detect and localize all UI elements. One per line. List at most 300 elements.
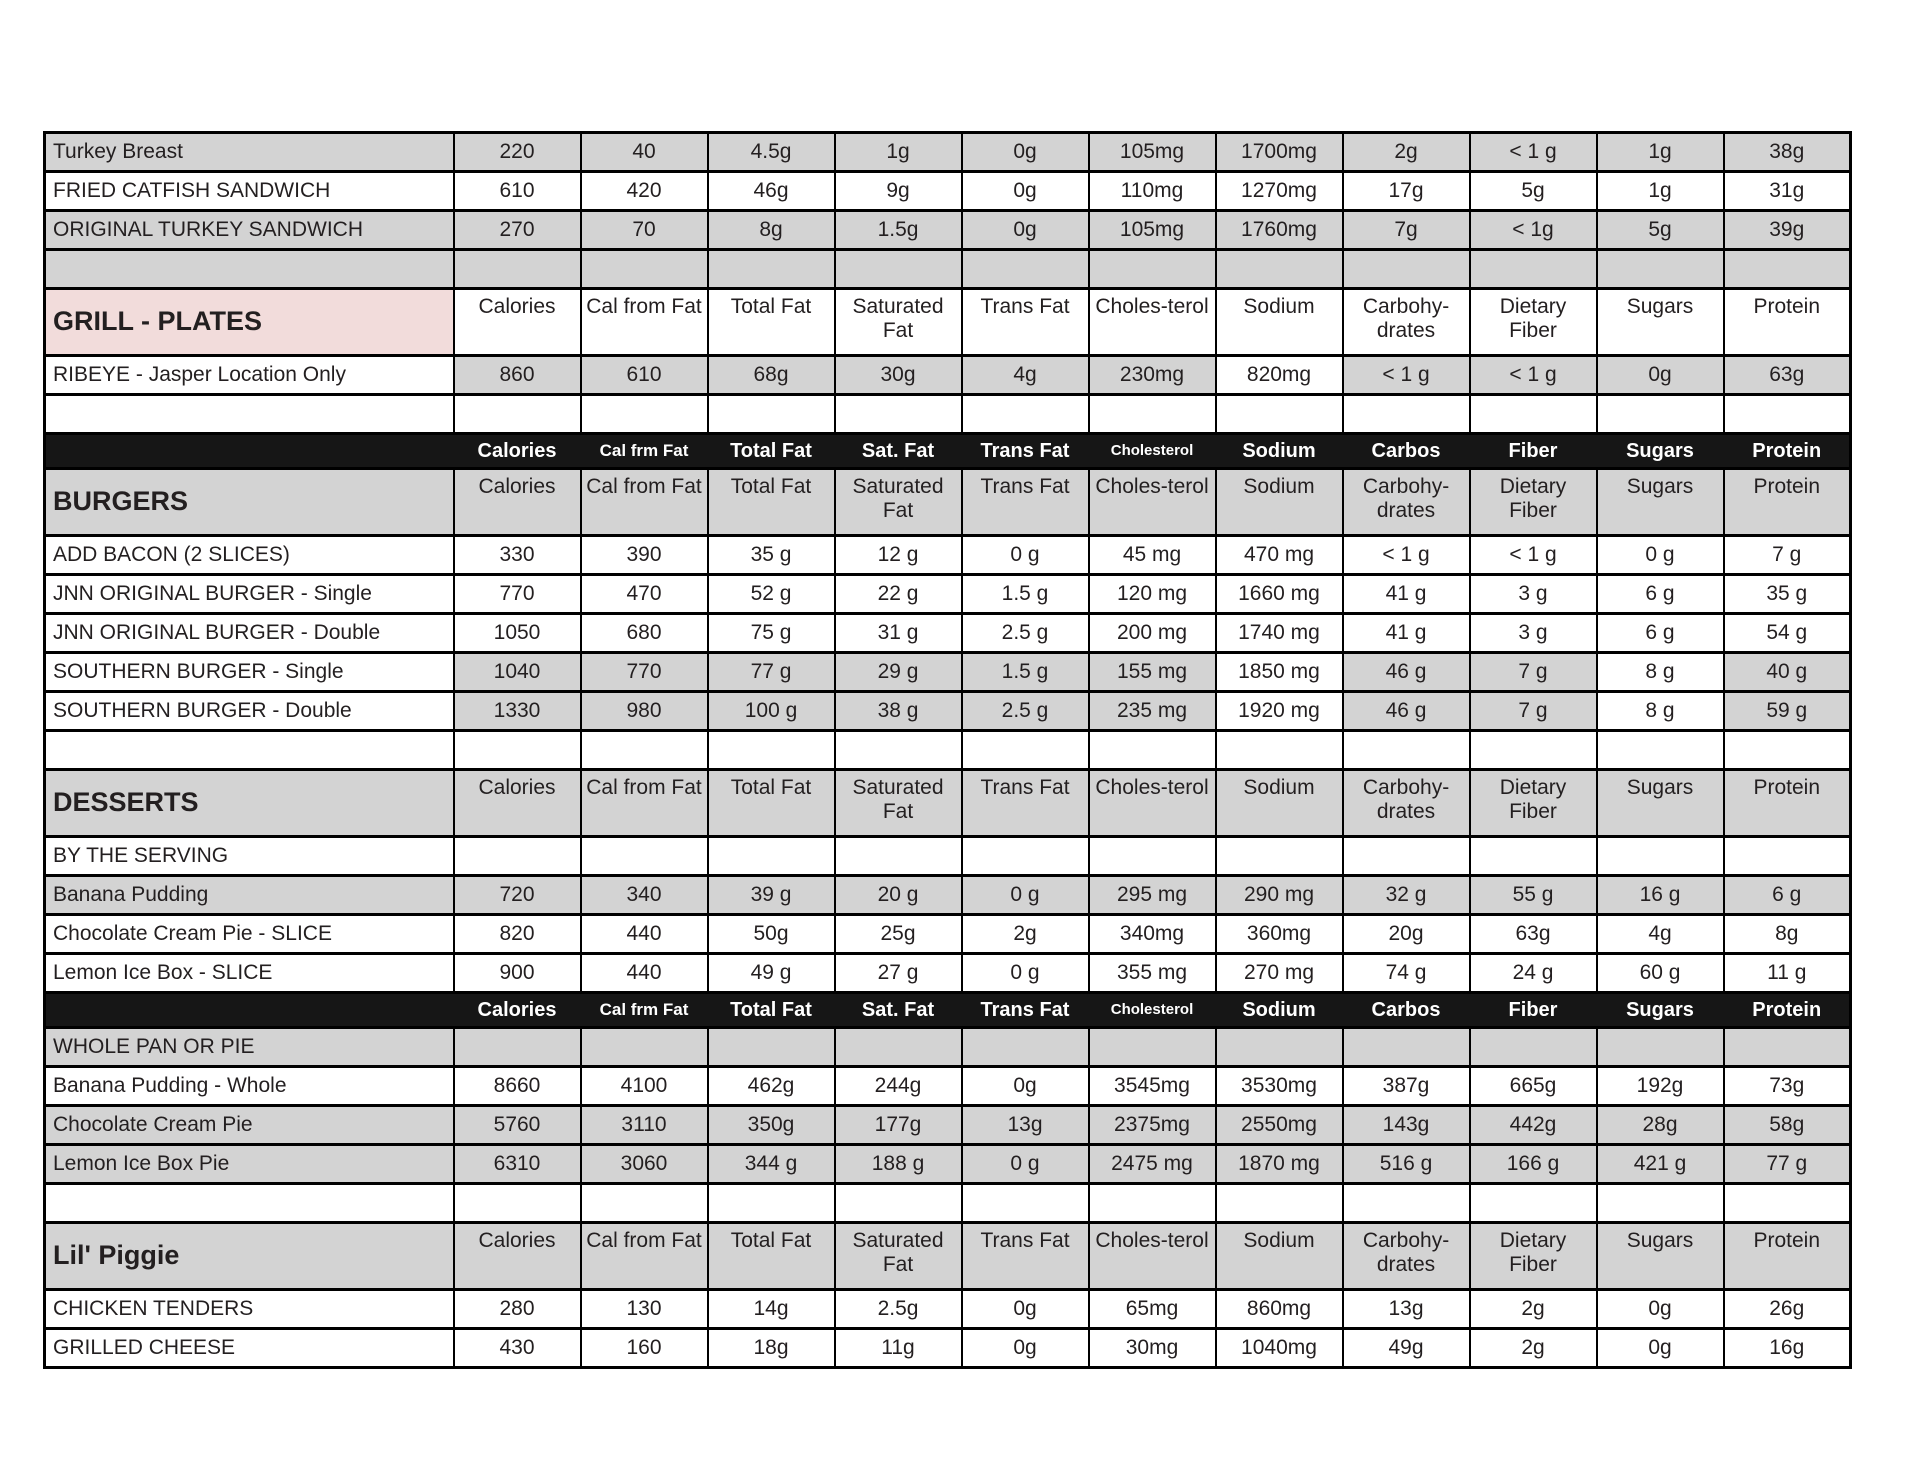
table-row — [45, 837, 1851, 876]
value-cell: 155 mg — [1089, 653, 1216, 692]
column-label-cell: Trans Fat — [962, 1223, 1089, 1290]
value-cell: 280 — [454, 1290, 581, 1329]
value-cell — [1597, 837, 1724, 876]
column-label-cell: Dietary Fiber — [1470, 289, 1597, 356]
value-cell: 516 g — [1343, 1145, 1470, 1184]
value-cell: 4g — [962, 356, 1089, 395]
value-cell: 2375mg — [1089, 1106, 1216, 1145]
column-label-cell: Choles-terol — [1089, 469, 1216, 536]
value-cell — [962, 837, 1089, 876]
value-cell: 344 g — [708, 1145, 835, 1184]
value-cell: 17g — [1343, 172, 1470, 211]
table-row — [45, 1067, 1851, 1106]
value-cell: 8g — [1724, 915, 1851, 954]
value-cell: 0g — [962, 1067, 1089, 1106]
value-cell: 610 — [454, 172, 581, 211]
column-label-cell: Total Fat — [708, 1223, 835, 1290]
value-cell: 0g — [1597, 1329, 1724, 1368]
table-row — [45, 133, 1851, 172]
value-cell: 2g — [1470, 1329, 1597, 1368]
item-name-cell: JNN ORIGINAL BURGER - Double — [45, 614, 454, 653]
value-cell — [1597, 1028, 1724, 1067]
column-header-cell: Calories — [454, 434, 581, 469]
value-cell: 2g — [1343, 133, 1470, 172]
table-row — [45, 954, 1851, 993]
table-row — [45, 356, 1851, 395]
value-cell: 5g — [1470, 172, 1597, 211]
table-row — [45, 653, 1851, 692]
column-label-cell: Cal from Fat — [581, 1223, 708, 1290]
column-label-cell: Sodium — [1216, 289, 1343, 356]
value-cell: < 1 g — [1470, 133, 1597, 172]
value-cell — [581, 837, 708, 876]
value-cell: 440 — [581, 954, 708, 993]
value-cell: 360mg — [1216, 915, 1343, 954]
table-row — [45, 614, 1851, 653]
value-cell: 41 g — [1343, 575, 1470, 614]
value-cell — [454, 731, 581, 770]
empty-row — [45, 250, 1851, 289]
value-cell: 3 g — [1470, 575, 1597, 614]
column-label-cell: Saturated Fat — [835, 1223, 962, 1290]
item-name-cell: Chocolate Cream Pie - SLICE — [45, 915, 454, 954]
section-header-row — [45, 770, 1851, 837]
value-cell: 1760mg — [1216, 211, 1343, 250]
value-cell: 7 g — [1470, 692, 1597, 731]
value-cell: 35 g — [1724, 575, 1851, 614]
value-cell: 32 g — [1343, 876, 1470, 915]
empty-row — [45, 731, 1851, 770]
value-cell: 40 g — [1724, 653, 1851, 692]
column-header-cell: Cholesterol — [1089, 434, 1216, 469]
value-cell: 0g — [962, 1290, 1089, 1329]
table-row — [45, 536, 1851, 575]
value-cell: 11g — [835, 1329, 962, 1368]
value-cell: 770 — [581, 653, 708, 692]
empty-row — [45, 395, 1851, 434]
column-label-cell: Choles-terol — [1089, 1223, 1216, 1290]
value-cell — [1470, 731, 1597, 770]
value-cell: 420 — [581, 172, 708, 211]
value-cell — [1216, 731, 1343, 770]
value-cell: 2.5 g — [962, 614, 1089, 653]
value-cell: 2550mg — [1216, 1106, 1343, 1145]
value-cell: 105mg — [1089, 211, 1216, 250]
column-header-cell: Sugars — [1597, 434, 1724, 469]
value-cell: 0g — [962, 172, 1089, 211]
table-row — [45, 876, 1851, 915]
value-cell — [454, 250, 581, 289]
table-row — [45, 1145, 1851, 1184]
value-cell — [708, 395, 835, 434]
value-cell: 200 mg — [1089, 614, 1216, 653]
value-cell: 46 g — [1343, 692, 1470, 731]
value-cell — [835, 395, 962, 434]
column-header-cell: Carbos — [1343, 993, 1470, 1028]
item-name-cell — [45, 1184, 454, 1223]
value-cell — [1724, 395, 1851, 434]
value-cell: 166 g — [1470, 1145, 1597, 1184]
column-header-cell: Carbos — [1343, 434, 1470, 469]
value-cell: 665g — [1470, 1067, 1597, 1106]
item-name-cell: FRIED CATFISH SANDWICH — [45, 172, 454, 211]
value-cell: 27 g — [835, 954, 962, 993]
value-cell: 31 g — [835, 614, 962, 653]
value-cell — [835, 837, 962, 876]
value-cell — [1089, 395, 1216, 434]
value-cell: 13g — [1343, 1290, 1470, 1329]
item-name-cell: Lemon Ice Box Pie — [45, 1145, 454, 1184]
value-cell: 100 g — [708, 692, 835, 731]
value-cell — [1724, 837, 1851, 876]
column-label-cell: Carbohy-drates — [1343, 289, 1470, 356]
value-cell: 13g — [962, 1106, 1089, 1145]
table-row — [45, 1106, 1851, 1145]
column-label-cell: Sugars — [1597, 1223, 1724, 1290]
value-cell — [962, 731, 1089, 770]
value-cell: 290 mg — [1216, 876, 1343, 915]
column-label-cell: Calories — [454, 1223, 581, 1290]
value-cell — [1216, 837, 1343, 876]
item-name-cell: RIBEYE - Jasper Location Only — [45, 356, 454, 395]
value-cell: 1.5 g — [962, 575, 1089, 614]
column-label-cell: Carbohy-drates — [1343, 469, 1470, 536]
column-label-cell: Protein — [1724, 289, 1851, 356]
value-cell: 442g — [1470, 1106, 1597, 1145]
value-cell — [708, 250, 835, 289]
value-cell: 430 — [454, 1329, 581, 1368]
value-cell: 860 — [454, 356, 581, 395]
column-header-cell: Sodium — [1216, 993, 1343, 1028]
value-cell: 31g — [1724, 172, 1851, 211]
value-cell — [1597, 250, 1724, 289]
value-cell — [708, 1028, 835, 1067]
value-cell — [1343, 731, 1470, 770]
value-cell: 7g — [1343, 211, 1470, 250]
value-cell: 14g — [708, 1290, 835, 1329]
value-cell — [581, 731, 708, 770]
item-name-cell: Banana Pudding - Whole — [45, 1067, 454, 1106]
value-cell: 7 g — [1724, 536, 1851, 575]
value-cell: 340mg — [1089, 915, 1216, 954]
value-cell: 38 g — [835, 692, 962, 731]
value-cell: 29 g — [835, 653, 962, 692]
value-cell: 1850 mg — [1216, 653, 1343, 692]
value-cell: 58g — [1724, 1106, 1851, 1145]
value-cell — [1343, 250, 1470, 289]
column-header-cell: Fiber — [1470, 993, 1597, 1028]
value-cell — [1597, 1184, 1724, 1223]
value-cell: 28g — [1597, 1106, 1724, 1145]
section-header-row — [45, 1223, 1851, 1290]
value-cell: 2475 mg — [1089, 1145, 1216, 1184]
value-cell: 610 — [581, 356, 708, 395]
value-cell: 235 mg — [1089, 692, 1216, 731]
value-cell: 1040 — [454, 653, 581, 692]
value-cell — [1343, 1028, 1470, 1067]
value-cell: 680 — [581, 614, 708, 653]
column-label-cell: Calories — [454, 469, 581, 536]
value-cell: 60 g — [1597, 954, 1724, 993]
value-cell: 1870 mg — [1216, 1145, 1343, 1184]
value-cell — [581, 395, 708, 434]
value-cell: 41 g — [1343, 614, 1470, 653]
column-label-cell: Cal from Fat — [581, 289, 708, 356]
value-cell — [835, 1028, 962, 1067]
value-cell — [1216, 250, 1343, 289]
value-cell: 390 — [581, 536, 708, 575]
value-cell — [454, 1028, 581, 1067]
value-cell: 1.5g — [835, 211, 962, 250]
value-cell: 1330 — [454, 692, 581, 731]
value-cell: 0 g — [962, 876, 1089, 915]
column-header-cell: Fiber — [1470, 434, 1597, 469]
value-cell: 110mg — [1089, 172, 1216, 211]
value-cell: < 1 g — [1470, 356, 1597, 395]
value-cell: 5760 — [454, 1106, 581, 1145]
item-name-cell: BY THE SERVING — [45, 837, 454, 876]
value-cell: 105mg — [1089, 133, 1216, 172]
value-cell — [1470, 1028, 1597, 1067]
value-cell: 8 g — [1597, 692, 1724, 731]
value-cell: 7 g — [1470, 653, 1597, 692]
value-cell — [835, 1184, 962, 1223]
column-label-cell: Protein — [1724, 1223, 1851, 1290]
value-cell: 0g — [962, 133, 1089, 172]
item-name-cell: Lemon Ice Box - SLICE — [45, 954, 454, 993]
value-cell — [581, 1028, 708, 1067]
value-cell: 73g — [1724, 1067, 1851, 1106]
value-cell — [708, 731, 835, 770]
value-cell — [1089, 250, 1216, 289]
value-cell: 3530mg — [1216, 1067, 1343, 1106]
section-title-cell: BURGERS — [45, 469, 454, 536]
value-cell — [1724, 1028, 1851, 1067]
item-name-cell — [45, 434, 454, 469]
value-cell: 68g — [708, 356, 835, 395]
item-name-cell — [45, 395, 454, 434]
value-cell: 143g — [1343, 1106, 1470, 1145]
value-cell: 0g — [962, 1329, 1089, 1368]
value-cell: 1040mg — [1216, 1329, 1343, 1368]
table-row — [45, 915, 1851, 954]
value-cell: 35 g — [708, 536, 835, 575]
column-label-cell: Cal from Fat — [581, 469, 708, 536]
section-title-cell: DESSERTS — [45, 770, 454, 837]
value-cell: 5g — [1597, 211, 1724, 250]
value-cell — [708, 1184, 835, 1223]
column-label-cell: Sodium — [1216, 770, 1343, 837]
item-name-cell: CHICKEN TENDERS — [45, 1290, 454, 1329]
value-cell — [962, 1028, 1089, 1067]
value-cell: 63g — [1724, 356, 1851, 395]
table-row — [45, 211, 1851, 250]
value-cell — [1470, 395, 1597, 434]
column-label-cell: Total Fat — [708, 289, 835, 356]
value-cell — [1089, 1028, 1216, 1067]
value-cell: 52 g — [708, 575, 835, 614]
value-cell: 59 g — [1724, 692, 1851, 731]
value-cell — [1216, 1028, 1343, 1067]
value-cell: 177g — [835, 1106, 962, 1145]
table-row — [45, 692, 1851, 731]
value-cell — [1470, 1184, 1597, 1223]
value-cell: 1740 mg — [1216, 614, 1343, 653]
item-name-cell — [45, 250, 454, 289]
column-header-cell: Sat. Fat — [835, 434, 962, 469]
value-cell — [454, 395, 581, 434]
value-cell: 74 g — [1343, 954, 1470, 993]
value-cell: 6 g — [1724, 876, 1851, 915]
column-label-cell: Dietary Fiber — [1470, 770, 1597, 837]
column-header-cell: Sodium — [1216, 434, 1343, 469]
value-cell: 20 g — [835, 876, 962, 915]
value-cell: 4g — [1597, 915, 1724, 954]
column-header-cell: Total Fat — [708, 993, 835, 1028]
value-cell: 8660 — [454, 1067, 581, 1106]
item-name-cell: SOUTHERN BURGER - Double — [45, 692, 454, 731]
value-cell: 18g — [708, 1329, 835, 1368]
value-cell: 1g — [1597, 133, 1724, 172]
value-cell: 2.5g — [835, 1290, 962, 1329]
value-cell: 192g — [1597, 1067, 1724, 1106]
section-header-row — [45, 289, 1851, 356]
column-label-cell: Total Fat — [708, 770, 835, 837]
value-cell: 75 g — [708, 614, 835, 653]
column-label-cell: Protein — [1724, 469, 1851, 536]
column-label-cell: Saturated Fat — [835, 469, 962, 536]
value-cell: 820 — [454, 915, 581, 954]
value-cell — [454, 837, 581, 876]
table-row — [45, 172, 1851, 211]
column-label-cell: Dietary Fiber — [1470, 1223, 1597, 1290]
value-cell — [962, 250, 1089, 289]
value-cell: 6310 — [454, 1145, 581, 1184]
value-cell: 160 — [581, 1329, 708, 1368]
value-cell: 49 g — [708, 954, 835, 993]
value-cell — [1089, 837, 1216, 876]
column-header-cell: Cal frm Fat — [581, 993, 708, 1028]
item-name-cell — [45, 993, 454, 1028]
black-column-header-row — [45, 434, 1851, 469]
table-row — [45, 1028, 1851, 1067]
value-cell: 230mg — [1089, 356, 1216, 395]
empty-row — [45, 1184, 1851, 1223]
column-header-cell: Sat. Fat — [835, 993, 962, 1028]
item-name-cell: ADD BACON (2 SLICES) — [45, 536, 454, 575]
column-label-cell: Trans Fat — [962, 289, 1089, 356]
value-cell: 470 — [581, 575, 708, 614]
value-cell: 16g — [1724, 1329, 1851, 1368]
value-cell: 4.5g — [708, 133, 835, 172]
nutrition-table — [43, 131, 1852, 1369]
column-label-cell: Sodium — [1216, 1223, 1343, 1290]
value-cell: 244g — [835, 1067, 962, 1106]
value-cell: 188 g — [835, 1145, 962, 1184]
column-header-cell: Cholesterol — [1089, 993, 1216, 1028]
value-cell: 0 g — [962, 954, 1089, 993]
value-cell: 220 — [454, 133, 581, 172]
value-cell: 720 — [454, 876, 581, 915]
value-cell: 55 g — [1470, 876, 1597, 915]
value-cell: < 1 g — [1343, 356, 1470, 395]
value-cell: 1660 mg — [1216, 575, 1343, 614]
value-cell: 270 — [454, 211, 581, 250]
value-cell: 22 g — [835, 575, 962, 614]
value-cell: 0g — [1597, 1290, 1724, 1329]
value-cell: < 1g — [1470, 211, 1597, 250]
value-cell: 2.5 g — [962, 692, 1089, 731]
item-name-cell: GRILLED CHEESE — [45, 1329, 454, 1368]
value-cell: 54 g — [1724, 614, 1851, 653]
value-cell: 30g — [835, 356, 962, 395]
value-cell: 45 mg — [1089, 536, 1216, 575]
value-cell: 4100 — [581, 1067, 708, 1106]
value-cell: 77 g — [1724, 1145, 1851, 1184]
value-cell — [1343, 837, 1470, 876]
value-cell — [1216, 1184, 1343, 1223]
nutrition-table-body — [45, 133, 1851, 1368]
value-cell — [962, 1184, 1089, 1223]
column-header-cell: Cal frm Fat — [581, 434, 708, 469]
column-label-cell: Sodium — [1216, 469, 1343, 536]
item-name-cell: WHOLE PAN OR PIE — [45, 1028, 454, 1067]
value-cell — [962, 395, 1089, 434]
value-cell: 0 g — [962, 1145, 1089, 1184]
value-cell: 6 g — [1597, 614, 1724, 653]
column-label-cell: Calories — [454, 289, 581, 356]
value-cell: 3060 — [581, 1145, 708, 1184]
value-cell — [1724, 250, 1851, 289]
value-cell — [1216, 395, 1343, 434]
value-cell: 130 — [581, 1290, 708, 1329]
column-label-cell: Saturated Fat — [835, 289, 962, 356]
table-row — [45, 575, 1851, 614]
column-label-cell: Saturated Fat — [835, 770, 962, 837]
value-cell — [1343, 1184, 1470, 1223]
value-cell: 0 g — [1597, 536, 1724, 575]
value-cell — [835, 250, 962, 289]
column-label-cell: Trans Fat — [962, 770, 1089, 837]
value-cell: 340 — [581, 876, 708, 915]
value-cell: 46g — [708, 172, 835, 211]
value-cell — [1597, 731, 1724, 770]
value-cell — [1724, 731, 1851, 770]
value-cell — [1089, 731, 1216, 770]
value-cell: 70 — [581, 211, 708, 250]
value-cell: 2g — [1470, 1290, 1597, 1329]
value-cell: 1700mg — [1216, 133, 1343, 172]
item-name-cell: JNN ORIGINAL BURGER - Single — [45, 575, 454, 614]
value-cell: 0g — [1597, 356, 1724, 395]
value-cell: 980 — [581, 692, 708, 731]
section-header-row — [45, 469, 1851, 536]
value-cell — [1724, 1184, 1851, 1223]
value-cell: 16 g — [1597, 876, 1724, 915]
column-header-cell: Trans Fat — [962, 434, 1089, 469]
value-cell: 20g — [1343, 915, 1470, 954]
value-cell: 8g — [708, 211, 835, 250]
column-label-cell: Total Fat — [708, 469, 835, 536]
item-name-cell: Turkey Breast — [45, 133, 454, 172]
column-header-cell: Trans Fat — [962, 993, 1089, 1028]
item-name-cell: SOUTHERN BURGER - Single — [45, 653, 454, 692]
value-cell: 24 g — [1470, 954, 1597, 993]
section-title-cell: GRILL - PLATES — [45, 289, 454, 356]
item-name-cell — [45, 731, 454, 770]
value-cell — [454, 1184, 581, 1223]
value-cell: 1g — [835, 133, 962, 172]
